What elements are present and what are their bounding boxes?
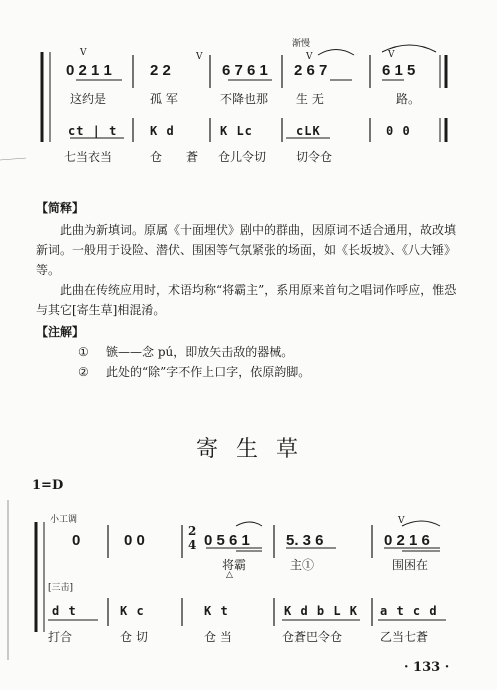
key-signature: 1=D [32,478,64,493]
piece-title: 寄生草 [196,437,317,462]
time-signature-bottom: 4 [188,538,197,552]
measure-notes: 0 2 1 6 [384,532,430,549]
lyric: 将霸 [222,558,247,572]
breath-mark: V [196,52,203,62]
percussion-notes: K c [120,604,145,618]
jianshi-paragraph: 此曲为新填词。原属《十面埋伏》剧中的群曲，因原词不适合通用，故改填新词。一般用于设险、潜伏、围困等气氛紧张的场面，如《长坂坡》、《八大锤》等。 [36,223,457,277]
breath-mark: V [80,48,87,58]
note-text: 镞——念 pú，即放矢击敌的器械。 [106,345,294,359]
page-number: · 133 · [404,660,450,675]
percussion-notes: a t c d [380,604,438,618]
note-marker: ② [78,365,89,379]
breath-mark: V [306,52,313,62]
measure-notes: 0 5 6 1 [204,532,250,549]
measure-notes: 5. 3 6 [286,532,324,549]
percussion-notes: 0 0 [386,124,411,138]
percussion-notes: K t [204,604,229,618]
syllable: 仓 [150,150,163,164]
percussion-notes: ct | t [68,124,118,138]
breath-mark: V [398,516,405,526]
voice-label: 小工调 [50,515,78,525]
lyric: 围困在 [392,558,429,572]
sub-mark: △ [226,570,233,580]
measure-notes: 2 6 7 [294,62,328,79]
syllable: 仓 切 [120,630,148,644]
measure-notes: 6 1 5 [382,62,416,79]
percussion-label: [三击] [48,583,74,593]
top-score-lines [0,0,497,170]
lyric: 孤 军 [150,92,178,106]
syllable: 仓儿令切 [218,150,267,164]
measure-notes: 0 [72,532,81,549]
lyric: 生 无 [296,92,324,106]
syllable: 七当衣当 [64,150,113,164]
top-score [0,0,497,170]
percussion-notes: K Lc [220,124,253,138]
zhujie-heading: 【注解】 [36,325,85,339]
note-marker: ① [78,345,89,359]
percussion-notes: d t [52,604,77,618]
percussion-notes: cLK [296,124,321,138]
lyric: 不降也那 [220,92,269,106]
measure-notes: 2 2 [150,62,171,79]
percussion-notes: K d [150,124,175,138]
percussion-notes: K d b L K [284,604,359,618]
syllable: 仓 当 [204,630,232,644]
jianshi-paragraph: 此曲在传统应用时，术语均称“将霸主”，系用原来首句之唱词作呼应，惟恐与其它[寄生草]相混淆。 [36,283,457,317]
measure-notes: 0 2 1 1 [66,62,112,79]
breath-mark: V [388,50,395,60]
tempo-mark: 渐慢 [292,39,311,49]
note-text: 此处的“除”字不作上口字，依原韵脚。 [106,365,311,379]
bottom-score [0,500,497,660]
syllable: 乙当七蒼 [380,630,429,644]
lyric: 这约是 [70,92,107,106]
time-signature-top: 2 [188,524,197,538]
lyric: 主① [290,558,315,572]
jianshi-heading: 【简释】 [36,201,85,215]
lyric: 路。 [396,92,421,106]
syllable: 蒼 [186,150,199,164]
measure-notes: 6 7 6 1 [222,62,268,79]
measure-notes: 0 0 [124,532,145,549]
syllable: 仓蒼巴令仓 [282,630,343,644]
syllable: 切令仓 [296,150,333,164]
syllable: 打合 [48,630,73,644]
